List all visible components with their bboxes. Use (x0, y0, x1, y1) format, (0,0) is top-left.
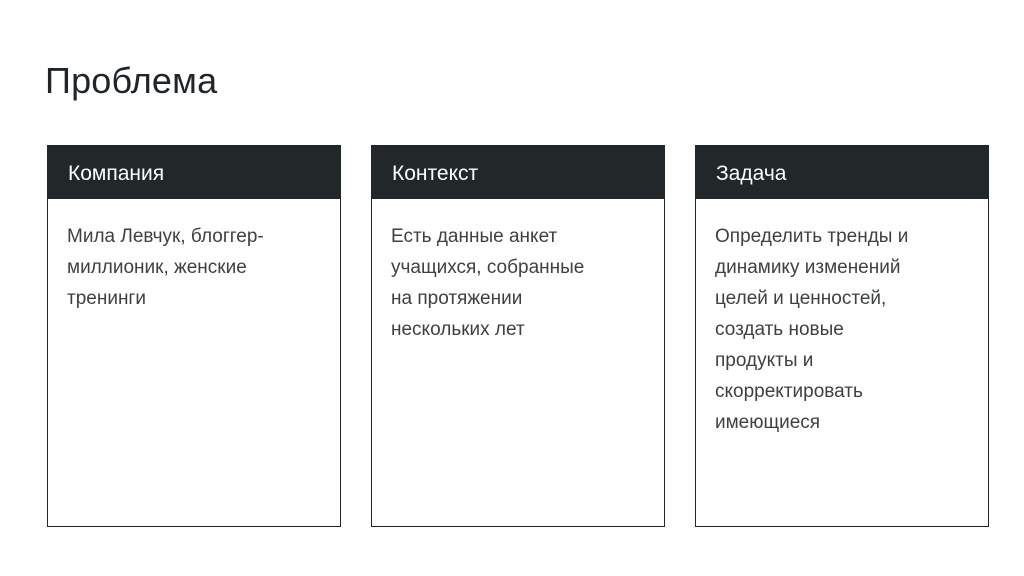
card-row (47, 145, 992, 529)
card-task (695, 145, 989, 527)
card-body-context: Есть данные анкет учащихся, собранные на протяжении нескольких лет (391, 226, 585, 340)
card-header-task: Задача (696, 146, 988, 199)
card-context (371, 145, 665, 527)
card-header-company: Компания (48, 146, 340, 199)
card-company (47, 145, 341, 527)
card-header-context: Контекст (372, 146, 664, 199)
card-body-task: Определить тренды и динамику изменений целей и ценностей, создать новые продукты и скорректировать имеющиеся (715, 226, 909, 433)
card-body-company: Мила Левчук, блоггер- миллионик, женские тренинги (67, 226, 264, 309)
slide-title: Проблема (45, 60, 218, 101)
